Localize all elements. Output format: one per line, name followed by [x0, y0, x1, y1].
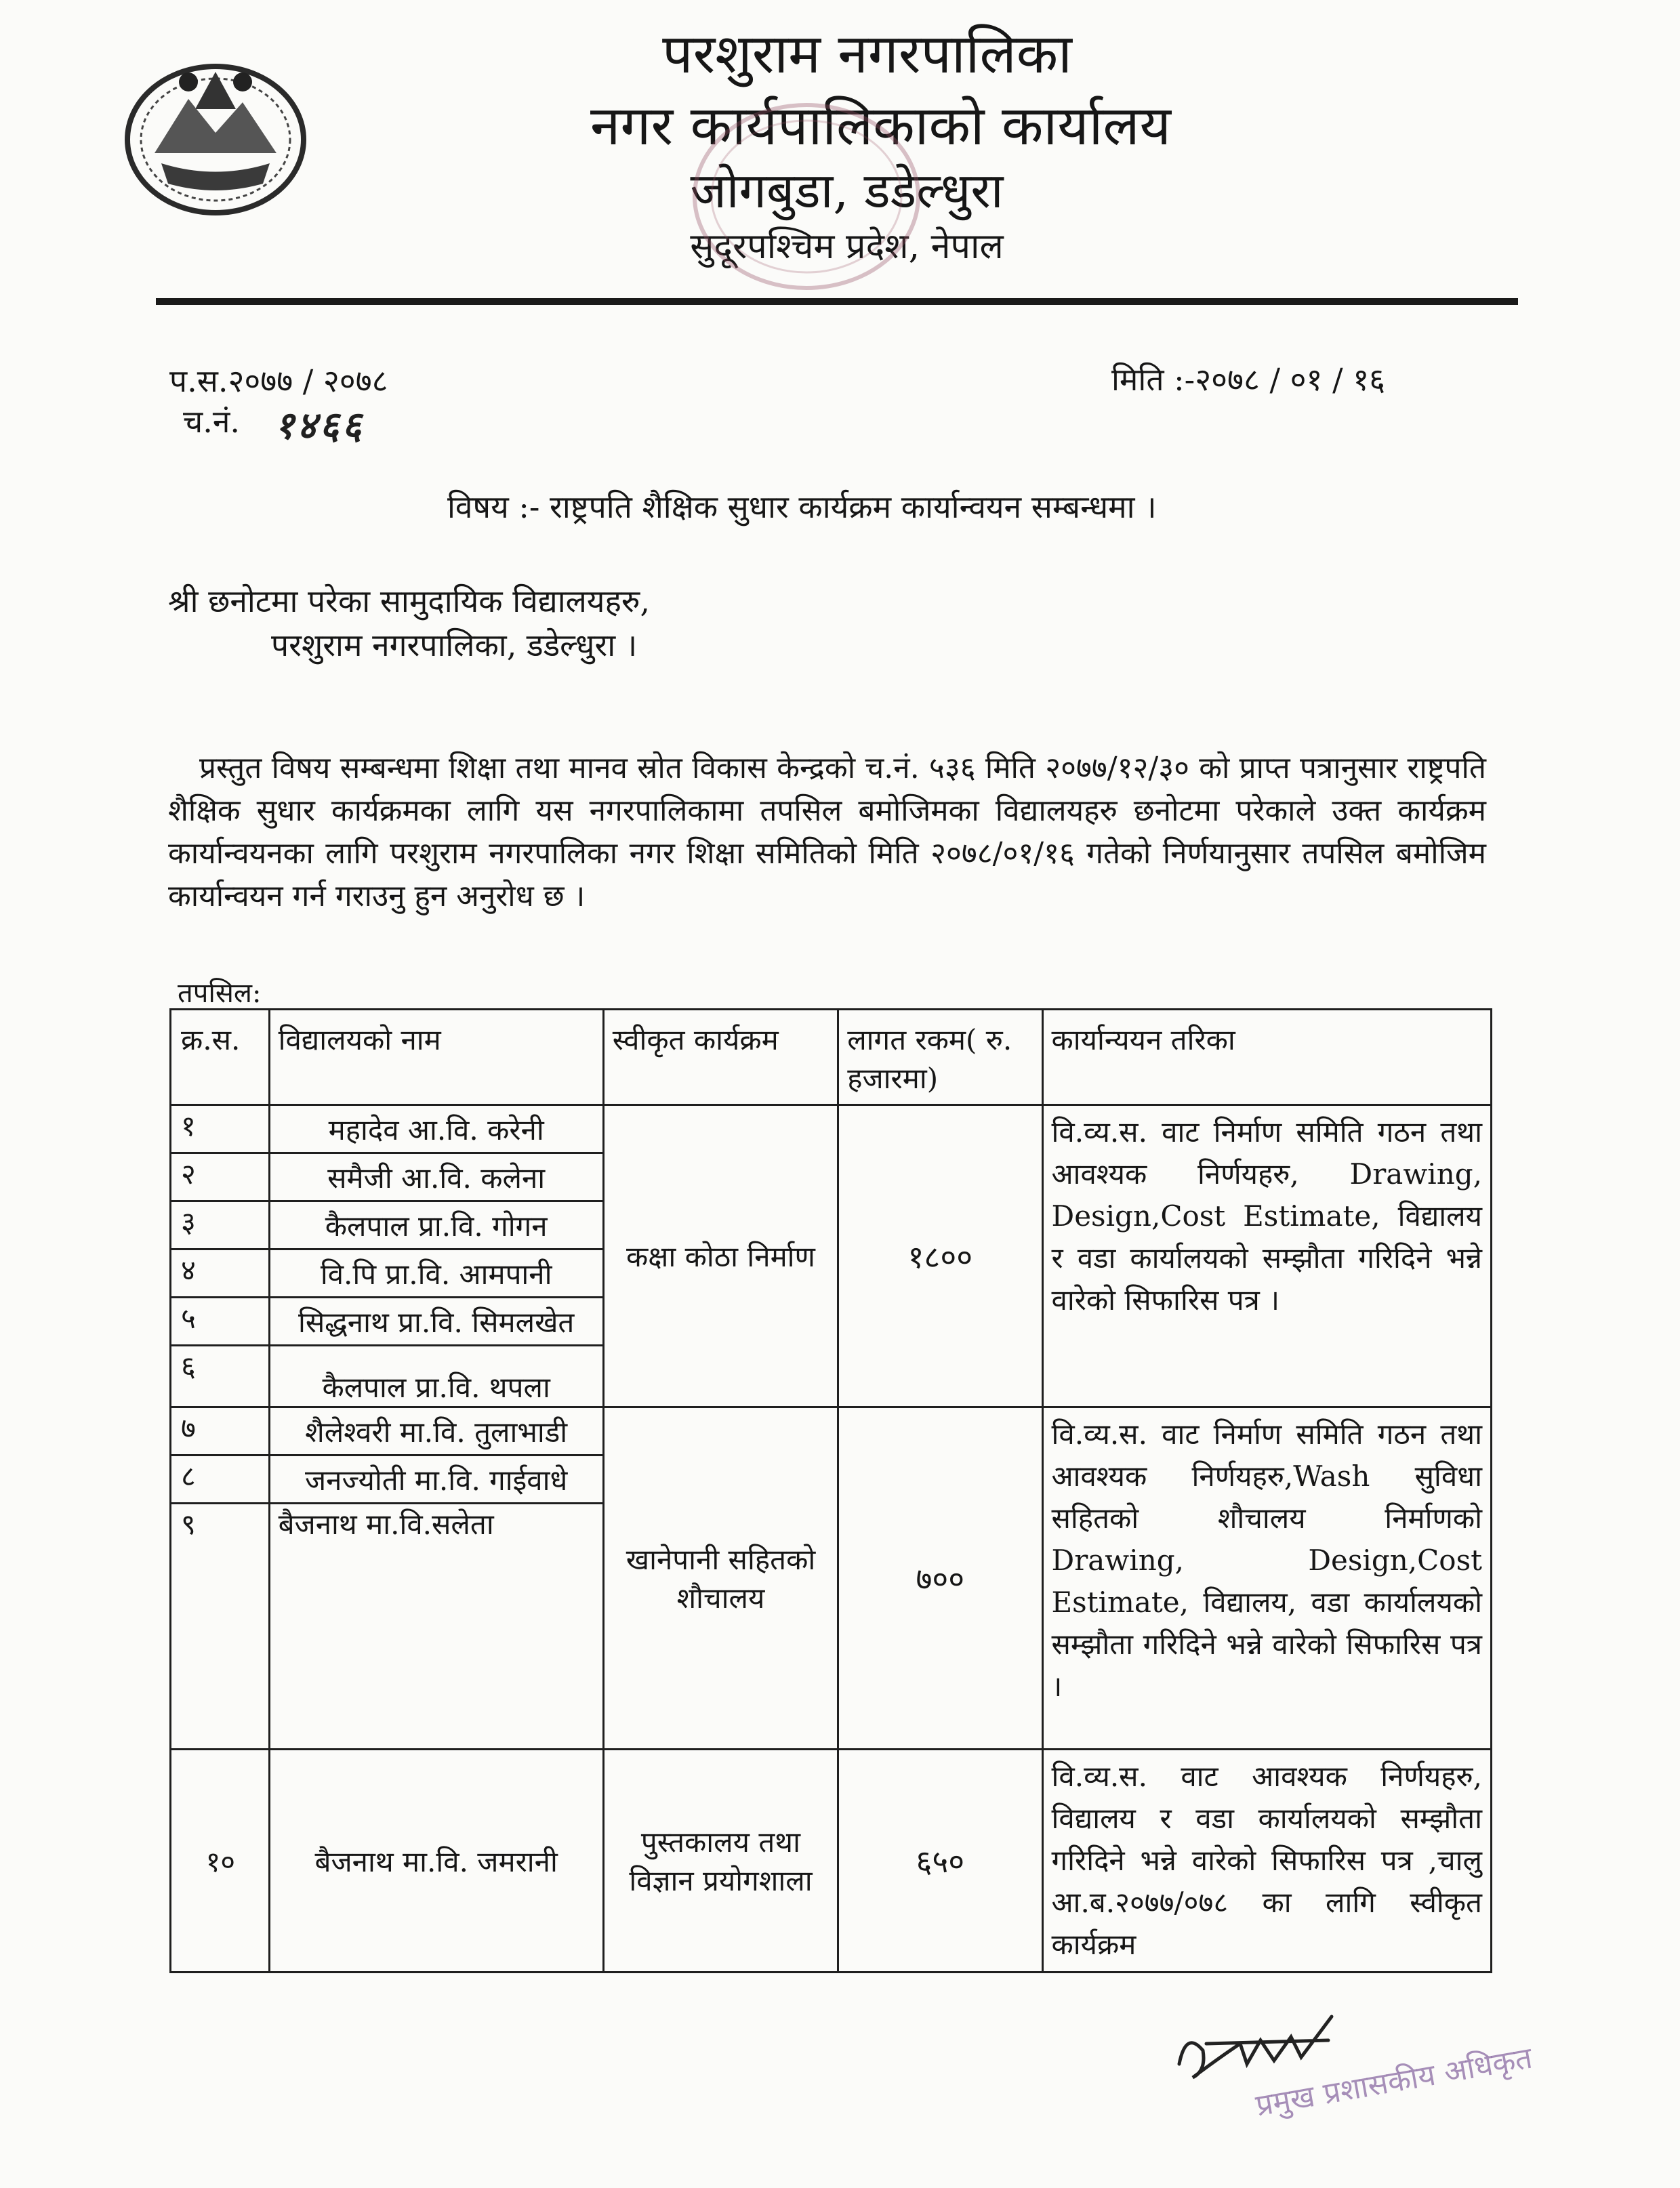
table-row: [171, 1407, 1492, 1456]
column-header: लागत रकम( रु. हजारमा): [838, 1010, 1042, 1105]
table-row: [171, 1750, 1492, 1973]
implementation-method: वि.व्य.स. वाट निर्माण समिति गठन तथा आवश्यक निर्णयहरु,Wash सुविधा सहितको शौचालय निर्माणको Drawing, Design,Cost Estimate, विद्यालय, वडा कार्यालयको सम्झौता गरिदिने भन्ने वारेको सिफारिस पत्र ।: [1042, 1407, 1491, 1750]
school-name: समैजी आ.वि. कलेना: [269, 1153, 603, 1201]
column-header: विद्यालयको नाम: [269, 1010, 603, 1105]
approved-program: कक्षा कोठा निर्माण: [603, 1105, 838, 1407]
column-header: स्वीकृत कार्यक्रम: [603, 1010, 838, 1105]
schedule-table: [169, 1008, 1492, 1973]
table-header-row: [171, 1010, 1492, 1105]
implementation-method: वि.व्य.स. वाट आवश्यक निर्णयहरु, विद्यालय र वडा कार्यालयको सम्झौता गरिदिने भन्ने वारेको सिफारिस पत्र ,चालु आ.ब.२०७७/०७८ का लागि स्वीकृत कार्यक्रम: [1042, 1750, 1491, 1973]
cost-amount: १८००: [838, 1105, 1042, 1407]
school-name: महादेव आ.वि. करेनी: [269, 1105, 603, 1153]
approved-program: पुस्तकालय तथा विज्ञान प्रयोगशाला: [603, 1750, 838, 1973]
approved-program: खानेपानी सहितको शौचालय: [603, 1407, 838, 1750]
header-divider: [156, 298, 1518, 305]
serial-number: ३: [171, 1201, 270, 1250]
serial-number: ४: [171, 1250, 270, 1298]
addressee-line1: श्री छनोटमा परेका सामुदायिक विद्यालयहरु,: [168, 583, 651, 619]
school-name: शैलेश्वरी मा.वि. तुलाभाडी: [269, 1407, 603, 1456]
office-address-line: जोगबुडा, डडेल्धुरा: [690, 162, 1004, 219]
office-stamp-icon: [684, 95, 928, 298]
school-name: बैजनाथ मा.वि.सलेता: [269, 1504, 603, 1750]
school-name: सिद्धनाथ प्रा.वि. सिमलखेत: [269, 1298, 603, 1346]
school-name: कैलपाल प्रा.वि. थपला: [269, 1346, 603, 1407]
column-header: क्र.स.: [171, 1010, 270, 1105]
officer-stamp-text: प्रमुख प्रशासकीय अधिकृत: [1253, 2040, 1535, 2124]
implementation-method: वि.व्य.स. वाट निर्माण समिति गठन तथा आवश्यक निर्णयहरु, Drawing, Design,Cost Estimate, विद्यालय र वडा कार्यालयको सम्झौता गरिदिने भन्ने वारेको सिफारिस पत्र ।: [1042, 1105, 1491, 1407]
cost-amount: ७००: [838, 1407, 1042, 1750]
office-province-line: सुदूरपश्चिम प्रदेश, नेपाल: [690, 226, 1004, 267]
school-name: जनज्योती मा.वि. गाईवाधे: [269, 1456, 603, 1504]
serial-number: १०: [171, 1750, 270, 1973]
school-name: कैलपाल प्रा.वि. गोगन: [269, 1201, 603, 1250]
serial-number: ८: [171, 1456, 270, 1504]
letter-body: प्रस्तुत विषय सम्बन्धमा शिक्षा तथा मानव स्रोत विकास केन्द्रको च.नं. ५३६ मिति २०७७/१२/३० को प्राप्त पत्रानुसार राष्ट्रपति शैक्षिक सुधार कार्यक्रमका लागि यस नगरपालिकामा तपसिल बमोजिमका विद्यालयहरु छनोटमा परेकाले उक्त कार्यक्रम कार्यान्वयनका लागि परशुराम नगरपालिका नगर शिक्षा समितिको मिति २०७८/०१/१६ गतेको निर्णयानुसार तपसिल बमोजिम कार्यान्वयन गर्न गराउनु हुन अनुरोध छ ।: [168, 751, 1486, 913]
serial-number: ७: [171, 1407, 270, 1456]
school-name: बैजनाथ मा.वि. जमरानी: [269, 1750, 603, 1973]
office-name-line2: नगर कार्यपालिकाको कार्यालय: [590, 94, 1171, 157]
school-name: वि.पि प्रा.वि. आमपानी: [269, 1250, 603, 1298]
table-row: [171, 1105, 1492, 1153]
dispatch-number-label: च.नं.: [183, 403, 240, 440]
letter-subject: विषय :- राष्ट्रपति शैक्षिक सुधार कार्यक्रम कार्यान्वयन सम्बन्धमा ।: [447, 489, 1157, 525]
serial-number: ५: [171, 1298, 270, 1346]
schedule-label: तपसिल:: [178, 978, 262, 1009]
office-name-line1: परशुराम नगरपालिका: [662, 22, 1072, 85]
serial-number: १: [171, 1105, 270, 1153]
addressee-line2: परशुराम नगरपालिका, डडेल्धुरा ।: [271, 627, 638, 663]
serial-number: ९: [171, 1504, 270, 1750]
serial-number: २: [171, 1153, 270, 1201]
reference-number: प.स.२०७७ / २०७८: [169, 363, 388, 399]
cost-amount: ६५०: [838, 1750, 1042, 1973]
column-header: कार्यान्ययन तरिका: [1042, 1010, 1491, 1105]
letter-date: मिति :-२०७८ / ०१ / १६: [1111, 361, 1386, 398]
serial-number: ६: [171, 1346, 270, 1407]
dispatch-number: १४६६: [274, 404, 365, 448]
